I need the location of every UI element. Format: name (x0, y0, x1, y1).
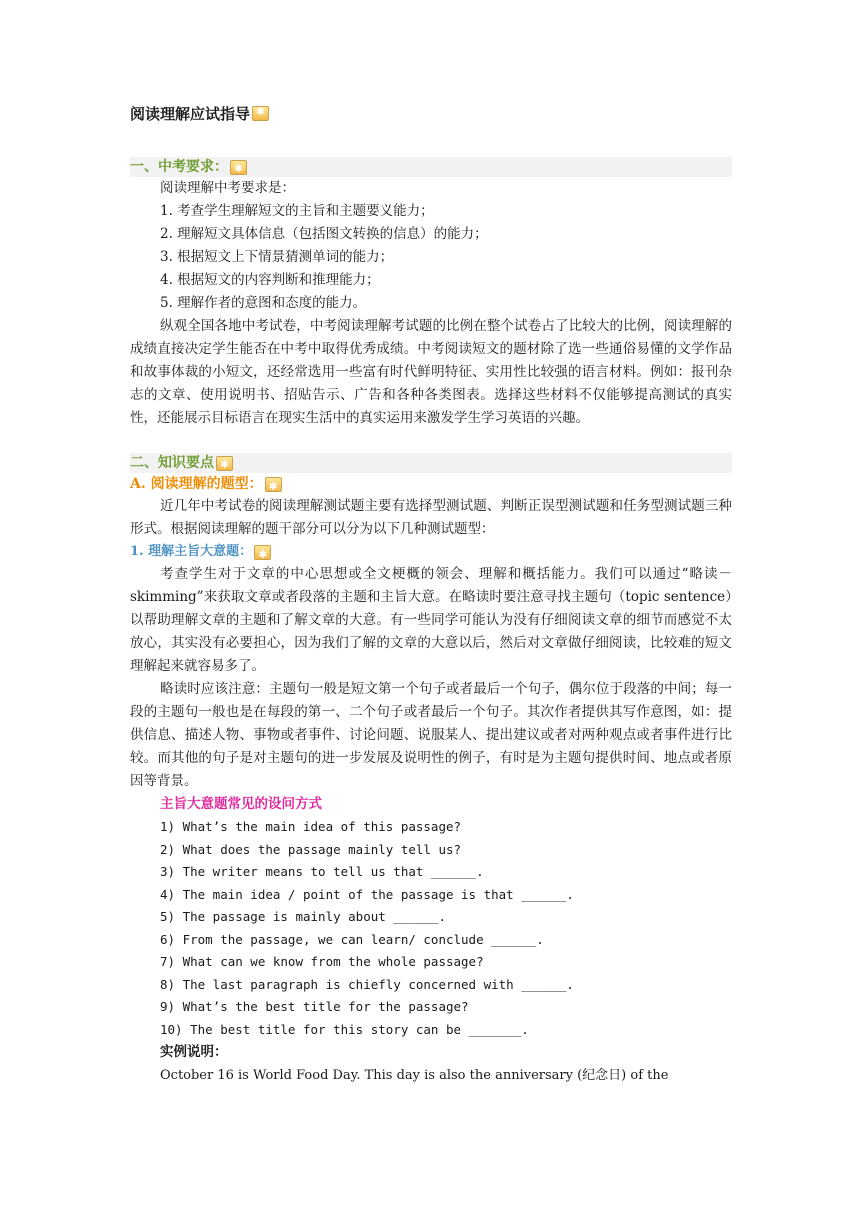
question-item: 3) The writer means to tell us that ______. (160, 864, 484, 879)
requirement-item: 3. 根据短文上下情景猜测单词的能力； (160, 249, 394, 265)
subsection-1-heading-text: 1. 理解主旨大意题： (130, 544, 253, 559)
question-item: 4) The main idea / point of the passage is that ______. (160, 886, 574, 902)
requirement-item: 4. 根据短文的内容判断和推理能力； (160, 272, 380, 288)
subsection-1-heading (130, 541, 732, 563)
question-item: 7) What can we know from the whole passage? (160, 954, 484, 969)
question-item: 1) What’s the main idea of this passage? (160, 819, 462, 834)
section1-intro: 阅读理解中考要求是： (160, 180, 295, 196)
decorative-image-icon (265, 477, 282, 492)
decorative-image-icon (216, 456, 233, 471)
question-item: 6) From the passage, we can learn/ conclude ______. (160, 931, 544, 947)
question-item: 10) The best title for this story can be _______. (160, 1021, 529, 1037)
questions-heading: 主旨大意题常见的设问方式 (160, 796, 322, 812)
subsection-a-paragraph: 近几年中考试卷的阅读理解测试题主要有选择型测试题、判断正误型测试题和任务型测试题三种形式。根据阅读理解的题干部分可以分为以下几种测试题型： (130, 498, 732, 537)
subsection-1-paragraph-2: 略读时应该注意：主题句一般是短文第一个句子或者最后一个句子，偶尔位于段落的中间；每一段的主题句一般也是在每段的第一、二个句子或者最后一个句子。其次作者提供其写作意图，如：提供信息、描述人物、事物或者事件、讨论问题、说服某人、提出建议或者对两种观点或者事件进行比较。而其他的句子是对主题句的进一步发展及说明性的例子，有时是为主题句提供时间、地点或者原因等背景。 (130, 681, 732, 789)
subsection-a-heading-text: A. 阅读理解的题型： (130, 476, 263, 492)
spacer (130, 430, 732, 453)
document-body (130, 103, 732, 1087)
subsection-a-heading (130, 473, 732, 495)
decorative-image-icon (254, 545, 271, 560)
document-title-text: 阅读理解应试指导 (130, 105, 251, 123)
requirement-item: 2. 理解短文具体信息（包括图文转换的信息）的能力； (160, 226, 488, 242)
section1-paragraph: 纵观全国各地中考试卷，中考阅读理解考试题的比例在整个试卷占了比较大的比例，阅读理解的成绩直接决定学生能否在中考中取得优秀成绩。中考阅读短文的题材除了选一些通俗易懂的文学作品和故事体裁的小短文，还经常选用一些富有时代鲜明特征、实用性比较强的语言材料。例如：报刊杂志的文章、使用说明书、招贴告示、广告和各种各类图表。选择这些材料不仅能够提高测试的真实性，还能展示目标语言在现实生活中的真实运用来激发学生学习英语的兴趣。 (130, 318, 732, 426)
requirement-item: 1. 考查学生理解短文的主旨和主题要义能力； (160, 203, 434, 219)
decorative-image-icon (230, 160, 247, 175)
section1-heading (130, 157, 732, 177)
requirement-item: 5. 理解作者的意图和态度的能力。 (160, 295, 367, 311)
section2-heading-text: 二、知识要点 (130, 455, 214, 471)
section2-heading (130, 453, 732, 473)
question-item: 9) What’s the best title for the passage? (160, 999, 469, 1014)
section1-heading-text: 一、中考要求： (130, 159, 228, 175)
question-item: 5) The passage is mainly about ______. (160, 909, 446, 924)
subsection-1-paragraph-1: 考查学生对于文章的中心思想或全文梗概的领会、理解和概括能力。我们可以通过“略读－skimming”来获取文章或者段落的主题和主旨大意。在略读时要注意寻找主题句（topic sentence）以帮助理解文章的主题和了解文章的大意。有一些同学可能认为没有仔细阅读文章的细节而感觉不太放心，其实没有必要担心，因为我们了解的文章的大意以后，然后对文章做仔细阅读，比较难的短文理解起来就容易多了。 (130, 566, 732, 674)
example-text: October 16 is World Food Day. This day is also the anniversary (纪念日) of the (160, 1068, 669, 1083)
example-heading: 实例说明： (160, 1044, 228, 1060)
question-item: 8) The last paragraph is chiefly concerned with ______. (160, 976, 574, 992)
document-title (130, 103, 732, 124)
question-item: 2) What does the passage mainly tell us? (160, 841, 462, 857)
decorative-image-icon (252, 106, 269, 121)
